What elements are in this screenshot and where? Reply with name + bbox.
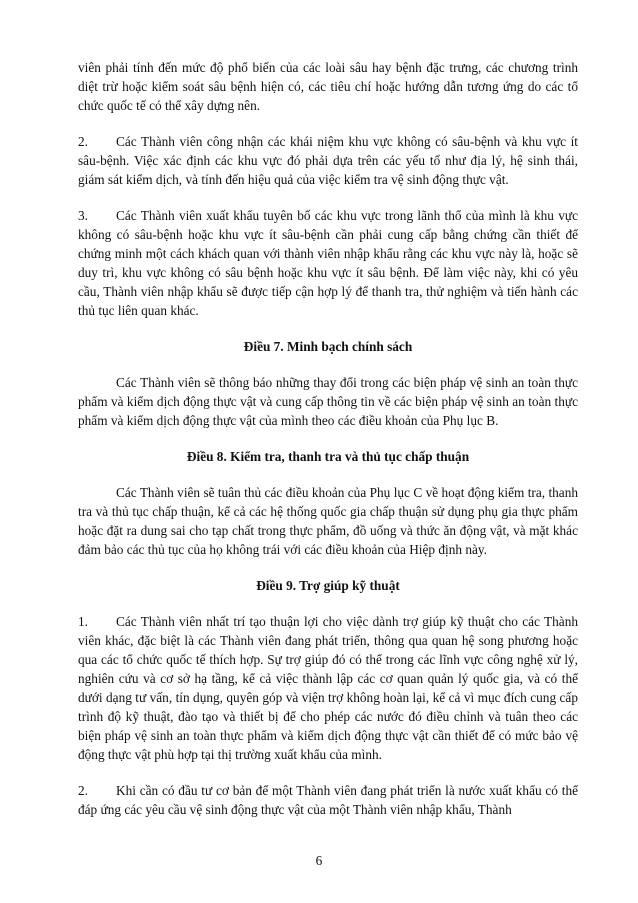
article6-para2: [78, 132, 578, 189]
para-text: Các Thành viên công nhận các khái niệm khu vực không có sâu-bệnh và khu vực ít sâu-bệnh. Việc xác định các khu vực đó phải dựa trên các yếu tố như địa lý, hệ sinh thái, giám sát kiểm dịch, và tính đến hiệu quả của việc kiểm tra vệ sinh động thực vật.: [78, 134, 578, 187]
article7-para: Các Thành viên sẽ thông báo những thay đổi trong các biện pháp vệ sinh an toàn thực phẩm và kiểm dịch động thực vật và cung cấp thông tin về các biện pháp vệ sinh an toàn thực phẩm và kiểm dịch động thực vật của mình theo các điều khoản của Phụ lục B.: [78, 375, 578, 428]
para-number: 2.: [78, 134, 88, 149]
article8-heading: Điều 8. Kiểm tra, thanh tra và thủ tục chấp thuận: [186, 449, 470, 464]
para-text: Các Thành viên nhất trí tạo thuận lợi cho việc dành trợ giúp kỹ thuật cho các Thành viên khác, đặc biệt là các Thành viên đang phát triển, thông qua quan hệ song phương hoặc qua các tổ chức quốc tế thích hợp. Sự trợ giúp đó có thể trong các lĩnh vực công nghệ xử lý, nghiên cứu và cơ sở hạ tầng, kể cả việc thành lập các cơ quan quản lý quốc gia, và có thể dưới dạng tư vấn, tín dụng, quyên góp và viện trợ không hoàn lại, kể cả vì mục đích cung cấp trình độ kỹ thuật, đào tạo và thiết bị để cho phép các nước đó điều chỉnh và tuân theo các biện pháp vệ sinh an toàn thực phẩm và kiểm dịch động thực vật cần thiết để có mức bảo vệ động thực vật phù hợp tại thị trường xuất khẩu của mình.: [78, 614, 578, 762]
article6-para3: [78, 206, 578, 320]
para-text: Khi cần có đầu tư cơ bản để một Thành viên đang phát triển là nước xuất khẩu có thể đáp ứng các yêu cầu vệ sinh động thực vật của một Thành viên nhập khẩu, Thành: [78, 783, 578, 817]
para-number: 2.: [78, 783, 88, 798]
article9-para1: [78, 612, 578, 764]
para-text: Các Thành viên xuất khẩu tuyên bố các khu vực trong lãnh thổ của mình là khu vực không có sâu-bệnh hoặc khu vực ít sâu-bệnh cần phải cung cấp bằng chứng cần thiết để chứng minh một cách khách quan với thành viên nhập khẩu rằng các khu vực này là, hoặc sẽ duy trì, khu vực không có sâu bệnh hoặc khu vực ít sâu bệnh. Để làm việc này, khi có yêu cầu, Thành viên nhập khẩu sẽ được tiếp cận hợp lý để thanh tra, thử nghiệm và tiến hành các thủ tục liên quan khác.: [78, 208, 578, 318]
article8-para: Các Thành viên sẽ tuân thủ các điều khoản của Phụ lục C về hoạt động kiểm tra, thanh tra và thủ tục chấp thuận, kể cả các hệ thống quốc gia chấp thuận sử dụng phụ gia thực phẩm hoặc đặt ra dung sai cho tạp chất trong thực phẩm, đồ uống và thức ăn động vật, và mặt khác đảm bảo các thủ tục của họ không trái với các điều khoản của Hiệp định này.: [78, 485, 578, 557]
article9-heading: Điều 9. Trợ giúp kỹ thuật: [256, 578, 400, 593]
article9-para2: [78, 781, 578, 819]
page-number: 6: [315, 853, 323, 868]
article7-heading: Điều 7. Minh bạch chính sách: [243, 339, 413, 354]
para-number: 3.: [78, 208, 88, 223]
para-number: 1.: [78, 614, 88, 629]
article6-para1-continuation: viên phải tính đến mức độ phổ biến của các loài sâu hay bệnh đặc trưng, các chương trình diệt trừ hoặc kiểm soát sâu bệnh hiện có, các tiêu chí hoặc hướng dẫn tương ứng do các tổ chức quốc tế có thể xây dựng nên.: [78, 60, 578, 113]
